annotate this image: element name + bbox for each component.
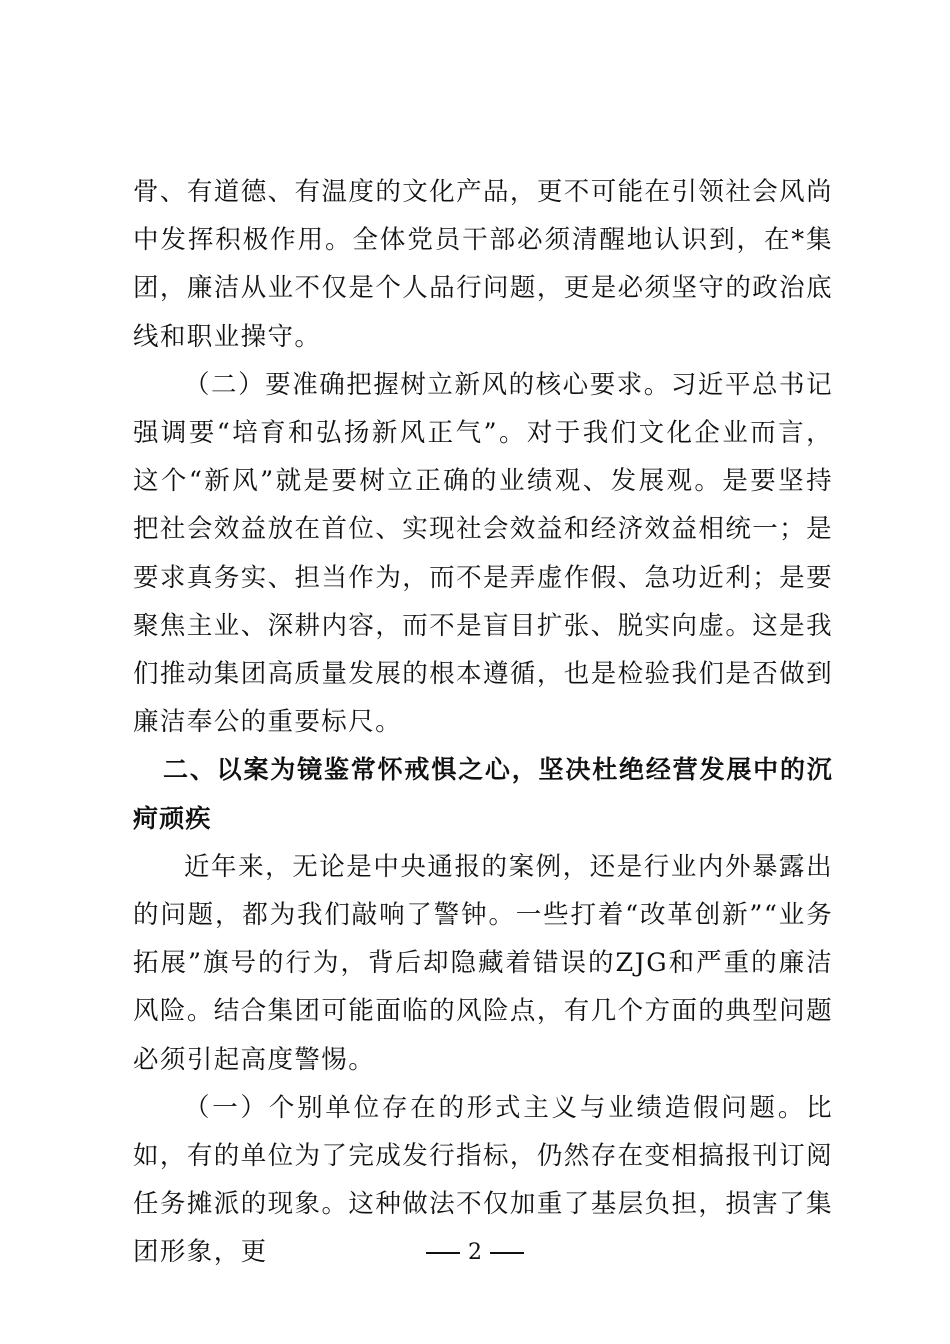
- paragraph-core-requirements: （二）要准确把握树立新风的核心要求。习近平总书记强调要“培育和弘扬新风正气”。对于我们文化企业而言，这个“新风”就是要树立正确的业绩观、发展观。是要坚持把社会效益放在首位、实现社会效益和经济效益相统一；是要求真务实、担当作为，而不是弄虚作假、急功近利；是要聚焦主业、深耕内容，而不是盲目扩张、脱实向虚。这是我们推动集团高质量发展的根本遵循，也是检验我们是否做到廉洁奉公的重要标尺。: [133, 369, 833, 738]
- footer-left-dash: [426, 1252, 460, 1254]
- page-footer: [0, 1238, 950, 1268]
- paragraph-continuation: 骨、有道德、有温度的文化产品，更不可能在引领社会风尚中发挥积极作用。全体党员干部必须清醒地认识到，在*集团，廉洁从业不仅是个人品行问题，更是必须坚守的政治底线和职业操守。: [133, 177, 833, 352]
- document-body: [133, 168, 833, 1277]
- page-number: 2: [468, 1240, 482, 1265]
- section-heading-two: 二、以案为镜鉴常怀戒惧之心，坚决杜绝经营发展中的沉疴顽疾: [133, 755, 833, 833]
- footer-right-dash: [490, 1252, 524, 1254]
- paragraph-recent-cases: 近年来，无论是中央通报的案例，还是行业内外暴露出的问题，都为我们敲响了警钟。一些打着“改革创新”“业务拓展”旗号的行为，背后却隐藏着错误的ZJG和严重的廉洁风险。结合集团可能面临的风险点，有几个方面的典型问题必须引起高度警惕。: [133, 851, 833, 1075]
- paragraph-formalism-problem: （一）个别单位存在的形式主义与业绩造假问题。比如，有的单位为了完成发行指标，仍然存在变相搞报刊订阅任务摊派的现象。这种做法不仅加重了基层负担，损害了集团形象，更: [133, 1092, 833, 1268]
